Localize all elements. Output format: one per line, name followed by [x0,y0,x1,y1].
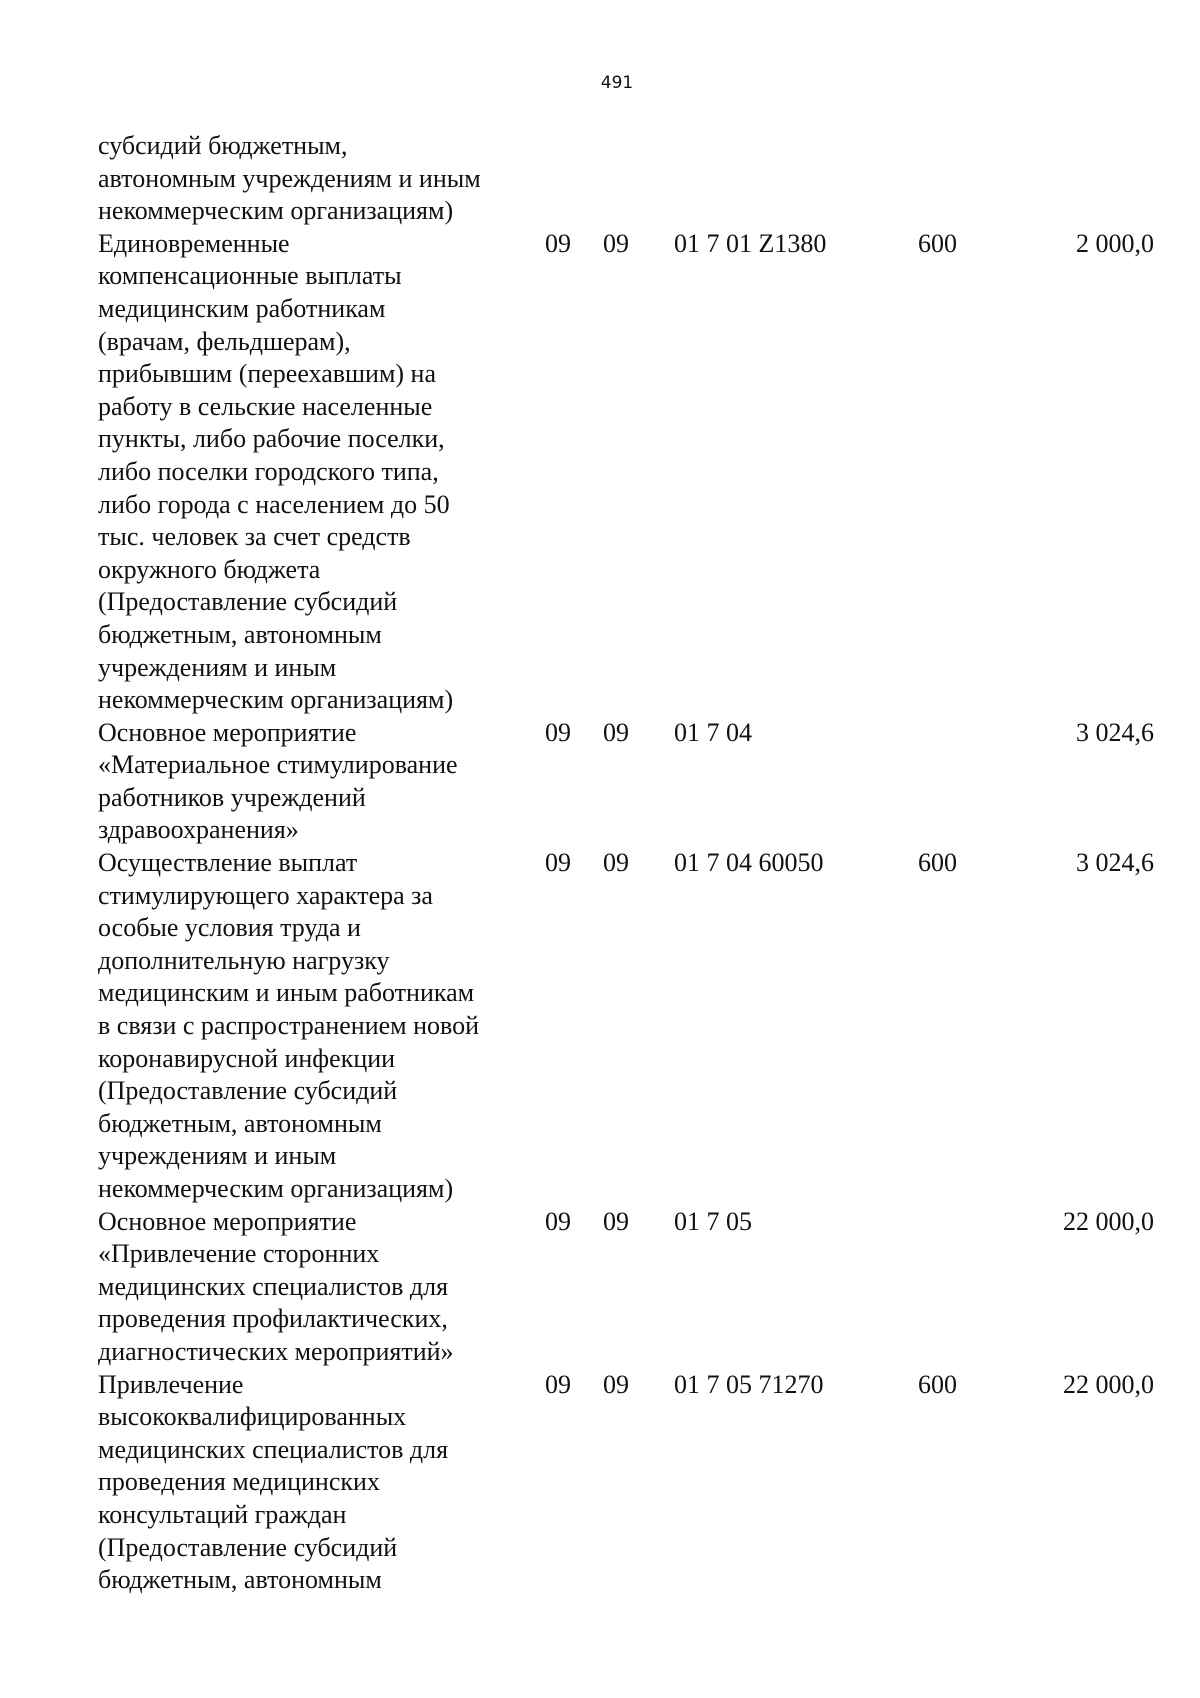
amount-value: 3 024,6 [1076,848,1154,878]
row-description: Основное мероприятие «Материальное стимулирование работников учреждений здравоохранения» [98,717,458,845]
section-code: 09 [545,848,571,878]
amount-value: 3 024,6 [1076,717,1154,747]
row-description: Осуществление выплат стимулирующего характера за особые условия труда и дополнительную нагрузку медицинским и иным работникам в связи с распространением новой коронавирусной инфекции (Предоставление субсидий бюджетным, автономным учреждениям и иным некоммерческим организациям) [98,848,480,1203]
target-article-code: 01 7 04 60050 [674,848,824,878]
table-row [0,717,1200,847]
page-number: 491 [600,73,634,93]
amount-value: 2 000,0 [1076,228,1154,258]
amount-value: 22 000,0 [1063,1369,1154,1399]
table-row [0,847,1200,1206]
section-code: 09 [545,1369,571,1399]
subsection-code: 09 [603,717,629,747]
table-row [0,1206,1200,1369]
row-description: Привлечение высококвалифицированных медицинских специалистов для проведения медицинских консультаций граждан (Предоставление субсидий бюджетным, автономным [98,1369,449,1595]
target-article-code: 01 7 05 71270 [674,1369,824,1399]
table-row [0,1369,1200,1597]
subsection-code: 09 [603,848,629,878]
subsection-code: 09 [603,1369,629,1399]
table-row [0,228,1200,717]
row-description: Единовременные компенсационные выплаты медицинским работникам (врачам, фельдшерам), прибывшим (переехавшим) на работу в сельские населенные пункты, либо рабочие поселки, либо поселки городского типа, либо города с населением до 50 тыс. человек за счет средств окружного бюджета (Предоставление субсидий бюджетным, автономным учреждениям и иным некоммерческим организациям) [98,228,454,715]
budget-table [0,130,1200,1597]
expense-type-code: 600 [918,848,957,878]
target-article-code: 01 7 05 [674,1206,752,1236]
row-description: Основное мероприятие «Привлечение сторонних медицинских специалистов для проведения профилактических, диагностических мероприятий» [98,1206,454,1366]
target-article-code: 01 7 01 Z1380 [674,228,827,258]
section-code: 09 [545,228,571,258]
subsection-code: 09 [603,1206,629,1236]
row-description: субсидий бюджетным, автономным учреждениям и иным некоммерческим организациям) [98,131,481,226]
expense-type-code: 600 [918,228,957,258]
target-article-code: 01 7 04 [674,717,752,747]
section-code: 09 [545,1206,571,1236]
subsection-code: 09 [603,228,629,258]
table-row [0,130,1200,228]
amount-value: 22 000,0 [1063,1206,1154,1236]
expense-type-code: 600 [918,1369,957,1399]
section-code: 09 [545,717,571,747]
